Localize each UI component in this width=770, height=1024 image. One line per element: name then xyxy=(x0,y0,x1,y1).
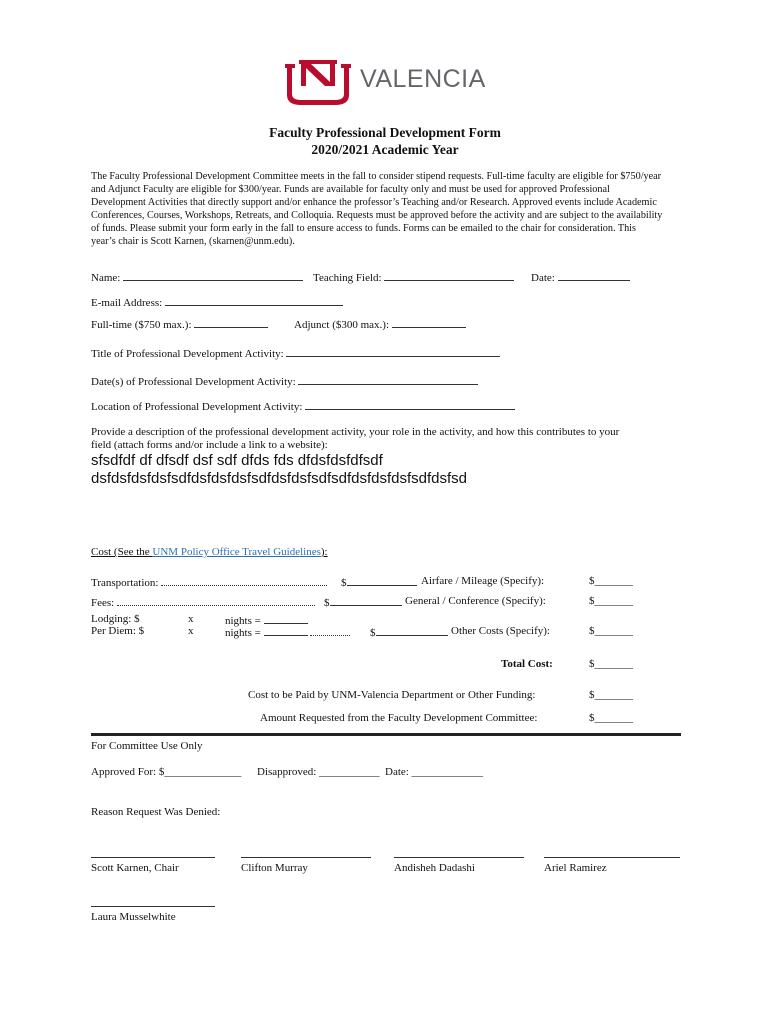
other-dollar: $ xyxy=(370,627,376,639)
paid-by-amount[interactable]: $_______ xyxy=(589,689,633,701)
signature-line[interactable] xyxy=(394,857,524,858)
perdiem-total[interactable] xyxy=(264,625,308,636)
member-name: Laura Musselwhite xyxy=(91,911,176,923)
description-value-line-1[interactable]: sfsdfdf df dfsdf dsf sdf dfds fds dfdsfdsfdfsdf xyxy=(91,452,383,469)
name-label: Name: xyxy=(91,272,121,284)
unm-logo xyxy=(283,58,353,108)
transportation-amount[interactable] xyxy=(347,575,417,586)
fees-amount[interactable] xyxy=(330,595,402,606)
signature-line[interactable] xyxy=(241,857,371,858)
airfare-label: Airfare / Mileage (Specify): xyxy=(421,575,545,587)
unm-travel-guidelines-link[interactable]: UNM Policy Office Travel Guidelines xyxy=(152,546,321,558)
reason-denied-label: Reason Request Was Denied: xyxy=(91,806,221,818)
signature-line[interactable] xyxy=(91,857,215,858)
activity-title-label: Title of Professional Development Activity: xyxy=(91,348,284,360)
lodging-total[interactable] xyxy=(264,613,308,624)
form-subtitle: 2020/2021 Academic Year xyxy=(311,142,459,157)
requested-amount[interactable]: $_______ xyxy=(589,712,633,724)
date-field[interactable] xyxy=(558,270,630,281)
description-label-1: Provide a description of the professional development activity, your role in the activity, and how this contributes to your xyxy=(91,426,620,438)
perdiem-label: Per Diem: $ xyxy=(91,625,145,637)
total-cost-label: Total Cost: xyxy=(501,658,553,670)
approved-for-field[interactable]: Approved For: $______________ xyxy=(91,766,242,778)
activity-dates-label: Date(s) of Professional Development Activity: xyxy=(91,376,296,388)
form-title: Faculty Professional Development Form xyxy=(269,125,501,140)
member-name: Clifton Murray xyxy=(241,862,308,874)
lodging-x: x xyxy=(188,613,194,625)
general-label: General / Conference (Specify): xyxy=(405,595,546,607)
other-costs-amount[interactable]: $_______ xyxy=(589,625,633,637)
disapproved-field[interactable]: Disapproved: ___________ xyxy=(257,766,380,778)
fulltime-label: Full-time ($750 max.): xyxy=(91,319,192,331)
activity-location-field[interactable] xyxy=(305,399,515,410)
transportation-dollar: $ xyxy=(341,577,347,589)
other-amount[interactable] xyxy=(376,625,448,636)
lodging-label: Lodging: $ xyxy=(91,613,140,625)
perdiem-nights-label: nights = xyxy=(225,627,261,639)
teaching-field-input[interactable] xyxy=(384,270,514,281)
committee-date-field[interactable]: Date: _____________ xyxy=(385,766,484,778)
other-label: Other Costs (Specify): xyxy=(451,625,550,637)
cost-heading: Cost (See the UNM Policy Office Travel Guidelines): xyxy=(91,546,328,558)
requested-label: Amount Requested from the Faculty Development Committee: xyxy=(260,712,538,724)
member-name: Andisheh Dadashi xyxy=(394,862,475,874)
intro-paragraph: The Faculty Professional Development Committee meets in the fall to consider stipend requests. Full-time faculty are eligible for $750/year and Adjunct Faculty are eligible for $300/year. Funds are available for faculty only and must be used for approved Professional Development Activities that directly support and/or enhance the professor’s Teaching and/or Research. Approved events include Academic Conferences, Courses, Workshops, Retreats, and Colloquia. Requests must be approved before the activity and are subject to the availability of funds. Please submit your form early in the fall to ensure access to funds. Forms can be emailed to the chair for consideration. This year’s chair is Scott Karnen, (skarnen@unm.edu). xyxy=(91,171,663,247)
date-label: Date: xyxy=(531,272,555,284)
transportation-label: Transportation: xyxy=(91,577,159,589)
fees-label: Fees: xyxy=(91,597,115,609)
fulltime-field[interactable] xyxy=(194,317,268,328)
dotted-leader xyxy=(161,575,327,586)
signature-line[interactable] xyxy=(544,857,680,858)
signature-line[interactable] xyxy=(91,906,215,907)
teaching-field-label: Teaching Field: xyxy=(313,272,382,284)
activity-dates-field[interactable] xyxy=(298,374,478,385)
adjunct-field[interactable] xyxy=(392,317,466,328)
airfare-amount[interactable]: $_______ xyxy=(589,575,633,587)
logo-text: VALENCIA xyxy=(360,65,486,93)
activity-title-field[interactable] xyxy=(286,346,500,357)
general-amount[interactable]: $_______ xyxy=(589,595,633,607)
fees-dollar: $ xyxy=(324,597,330,609)
activity-location-label: Location of Professional Development Activity: xyxy=(91,401,303,413)
email-field[interactable] xyxy=(165,295,343,306)
description-value-line-2[interactable]: dsfdsfdsfdsfsdfdsfdsfdsfsdfdsfdsfsdfsdfdsfdsfdsfsdfdsfsd xyxy=(91,470,468,487)
dotted-leader xyxy=(310,625,350,636)
section-divider xyxy=(91,733,681,736)
committee-heading: For Committee Use Only xyxy=(91,740,203,752)
member-name: Ariel Ramirez xyxy=(544,862,607,874)
perdiem-x: x xyxy=(188,625,194,637)
dotted-leader xyxy=(117,595,315,606)
member-name: Scott Karnen, Chair xyxy=(91,862,179,874)
email-label: E-mail Address: xyxy=(91,297,163,309)
paid-by-label: Cost to be Paid by UNM-Valencia Department or Other Funding: xyxy=(248,689,536,701)
lodging-nights-label: nights = xyxy=(225,615,261,627)
description-label-2: field (attach forms and/or include a link to a website): xyxy=(91,439,328,451)
total-cost-amount[interactable]: $_______ xyxy=(589,658,633,670)
adjunct-label: Adjunct ($300 max.): xyxy=(294,319,390,331)
name-field[interactable] xyxy=(123,270,303,281)
